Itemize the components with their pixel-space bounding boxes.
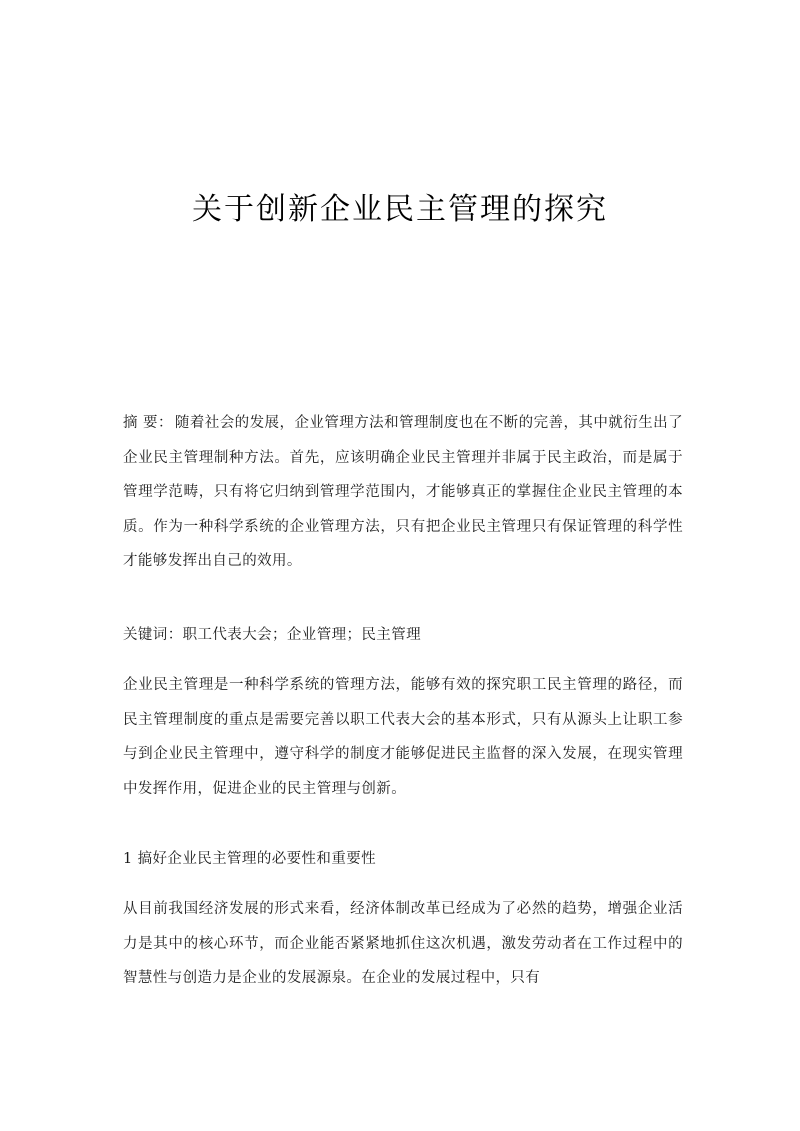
section-heading: 1 搞好企业民主管理的必要性和重要性 [123, 851, 377, 867]
abstract-paragraph [123, 406, 683, 579]
keywords-label: 关键词： [123, 627, 183, 643]
document-title: 关于创新企业民主管理的探究 [192, 192, 608, 227]
keywords-line [123, 618, 683, 653]
body-paragraph: 从目前我国经济发展的形式来看，经济体制改革已经成为了必然的趋势，增强企业活力是其中的核心环节，而企业能否紧紧地抓住这次机遇，激发劳动者在工作过程中的智慧性与创造力是企业的发展源泉。在企业的发展过程中，只有 [123, 901, 683, 986]
intro-paragraph: 企业民主管理是一种科学系统的管理方法，能够有效的探究职工民主管理的路径，而民主管理制度的重点是需要完善以职工代表大会的基本形式，只有从源头上让职工参与到企业民主管理中，遵守科学的制度才能够促进民主监督的深入发展，在现实管理中发挥作用，促进企业的民主管理与创新。 [123, 677, 683, 797]
keywords-text: 职工代表大会；企业管理；民主管理 [182, 627, 422, 643]
abstract-text: 随着社会的发展，企业管理方法和管理制度也在不断的完善，其中就衍生出了企业民主管理制种方法。首先，应该明确企业民主管理并非属于民主政治，而是属于管理学范畴，只有将它归纳到管理学范围内，才能够真正的掌握住企业民主管理的本质。作为一种科学系统的企业管理方法，只有把企业民主管理只有保证管理的科学性才能够发挥出自己的效用。 [123, 415, 683, 569]
abstract-label: 摘 要： [123, 415, 173, 431]
